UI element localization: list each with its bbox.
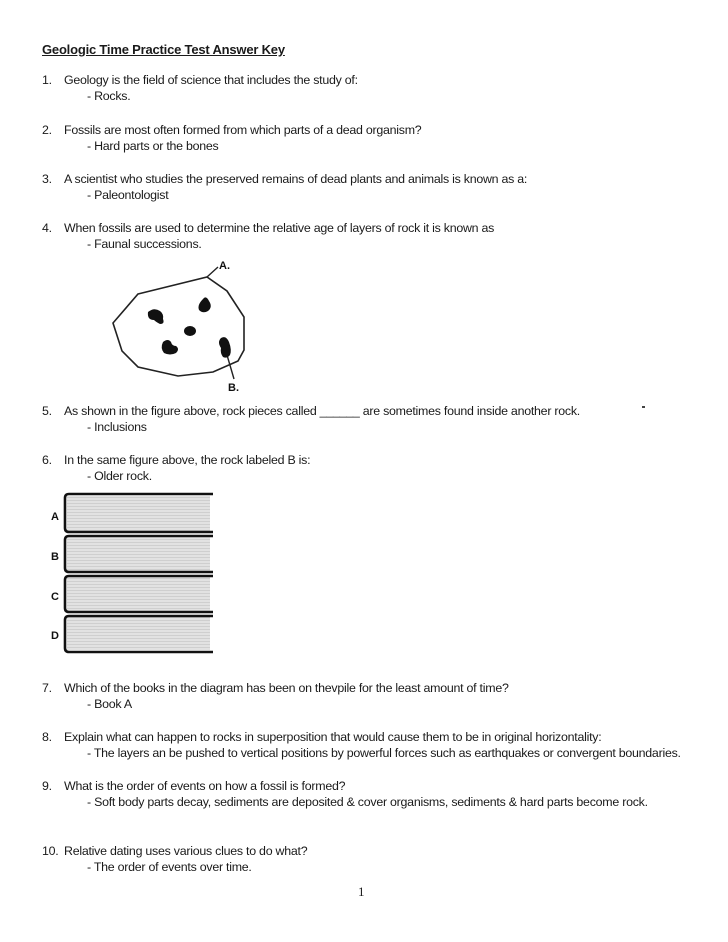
answer-text: - Soft body parts decay, sediments are deposited & cover organisms, sediments & hard parts become rock. — [87, 795, 648, 809]
book-label-c: C — [51, 591, 59, 603]
question-10 — [42, 843, 307, 875]
answer-text: - Hard parts or the bones — [87, 139, 219, 153]
question-text: In the same figure above, the rock labeled B is: — [64, 453, 311, 467]
question-number: 8. — [42, 730, 52, 744]
answer-text: - Older rock. — [87, 469, 152, 483]
rock-inclusions-diagram — [110, 255, 260, 395]
inclusion-shape — [184, 326, 196, 336]
figure-label-a: A. — [219, 260, 230, 272]
question-3 — [42, 171, 527, 203]
answer-text: - Inclusions — [87, 420, 147, 434]
question-number: 3. — [42, 172, 52, 186]
question-number: 7. — [42, 681, 52, 695]
answer-text: - Faunal successions. — [87, 237, 202, 251]
question-5 — [42, 403, 580, 435]
question-8 — [42, 729, 681, 761]
question-text: Geology is the field of science that includes the study of: — [64, 73, 358, 87]
question-text: A scientist who studies the preserved remains of dead plants and animals is known as a: — [64, 172, 528, 186]
question-number: 9. — [42, 779, 52, 793]
book-pile-diagram — [45, 490, 220, 655]
book-label-d: D — [51, 630, 59, 642]
figure-label-b: B. — [228, 382, 239, 394]
question-1 — [42, 72, 358, 104]
book-label-a: A — [51, 511, 59, 523]
question-9 — [42, 778, 648, 810]
page-number: 1 — [358, 884, 365, 899]
question-2 — [42, 122, 421, 154]
book-label-b: B — [51, 551, 59, 563]
question-number: 6. — [42, 453, 52, 467]
question-number: 5. — [42, 404, 52, 418]
question-number: 2. — [42, 123, 52, 137]
question-text: Fossils are most often formed from which parts of a dead organism? — [64, 123, 422, 137]
question-text: What is the order of events on how a fossil is formed? — [64, 779, 346, 793]
question-text: Which of the books in the diagram has been on thevpile for the least amount of time? — [64, 681, 509, 695]
question-text: When fossils are used to determine the relative age of layers of rock it is known as — [64, 221, 495, 235]
question-7 — [42, 680, 509, 712]
answer-text: - Rocks. — [87, 89, 131, 103]
question-text: Relative dating uses various clues to do what? — [64, 844, 308, 858]
question-number: 10. — [42, 844, 59, 858]
page-title: Geologic Time Practice Test Answer Key — [42, 42, 285, 57]
question-number: 1. — [42, 73, 52, 87]
question-4 — [42, 220, 494, 252]
question-text: As shown in the figure above, rock pieces called ______ are sometimes found inside another rock. — [64, 404, 580, 418]
question-text: Explain what can happen to rocks in superposition that would cause them to be in original horizontality: — [64, 730, 602, 744]
answer-text: - Paleontologist — [87, 188, 169, 202]
answer-text: - The order of events over time. — [87, 860, 252, 874]
answer-text: - Book A — [87, 697, 132, 711]
answer-text: - The layers an be pushed to vertical positions by powerful forces such as earthquakes or convergent boundaries. — [87, 746, 681, 760]
question-number: 4. — [42, 221, 52, 235]
question-6 — [42, 452, 310, 484]
stray-dash-mark — [642, 406, 645, 408]
